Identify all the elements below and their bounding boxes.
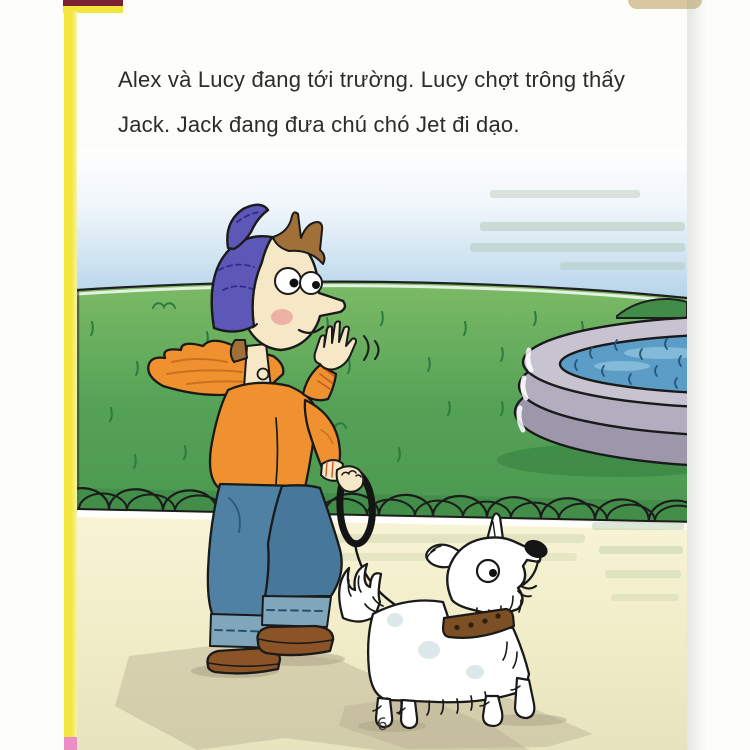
hoodie-toggle: [258, 369, 269, 380]
book-edge-yellow-strip: [64, 11, 77, 738]
story-line-2: Jack. Jack đang đưa chú chó Jet đi dạo.: [118, 112, 520, 137]
boy-hair-back: [231, 340, 247, 362]
page-number: 6: [375, 714, 390, 736]
boy-eyes: [275, 268, 322, 294]
boy-blush: [271, 309, 293, 325]
page-curl-shading: [687, 0, 713, 750]
story-line-1: Alex và Lucy đang tới trường. Lucy chợt trông thấy: [118, 67, 626, 92]
illustration: [77, 150, 687, 750]
boy-neck: [244, 344, 271, 388]
book-edge-pink: [64, 737, 77, 750]
story-text: [118, 57, 683, 147]
illustration-canvas: [77, 150, 687, 750]
boy-jeans: [208, 484, 342, 648]
boy-fist: [337, 466, 364, 492]
